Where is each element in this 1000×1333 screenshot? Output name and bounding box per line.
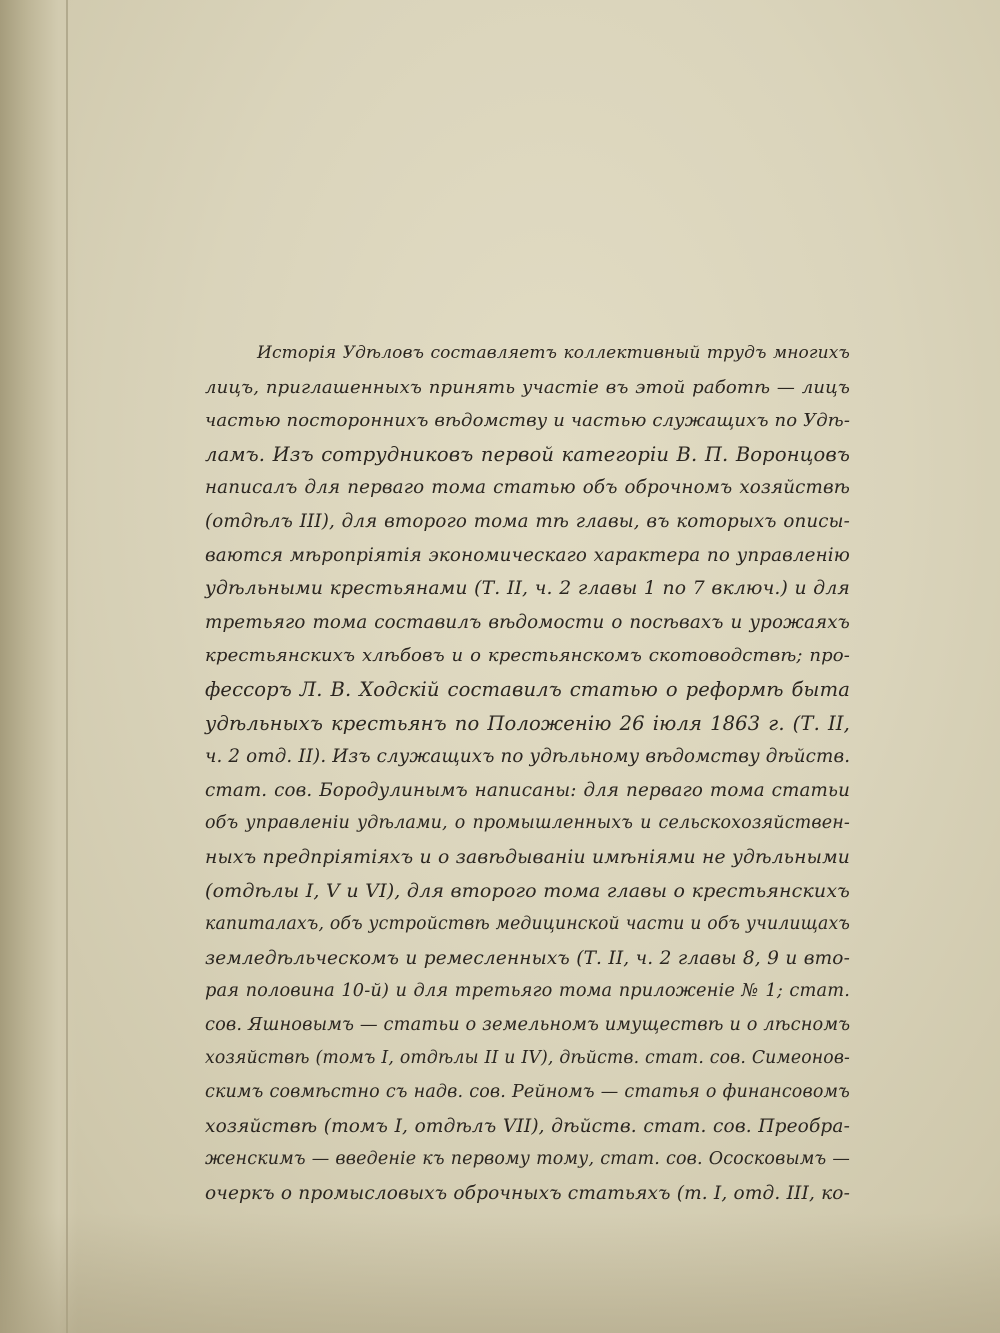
text-line: удѣльныхъ крестьянъ по Положенію 26 іюля 1863 г. (Т. II, [205,711,850,735]
text-line: (отдѣлъ III), для второго тома тѣ главы, въ которыхъ описы- [205,510,850,532]
text-line: стат. сов. Бородулинымъ написаны: для перваго тома статьи [205,779,850,801]
text-line: рая половина 10-й) и для третьяго тома приложеніе № 1; стат. [205,981,850,1002]
text-line: крестьянскихъ хлѣбовъ и о крестьянскомъ скотоводствѣ; про- [205,645,850,667]
text-line: земледѣльческомъ и ремесленныхъ (Т. II, ч. 2 главы 8, 9 и вто- [205,947,850,969]
text-line: хозяйствѣ (томъ I, отдѣлы II и IV), дѣйств. стат. сов. Симеонов- [205,1048,850,1069]
text-line: женскимъ — введеніе къ первому тому, стат. сов. Ососковымъ — [205,1149,850,1170]
binding-gutter-line [66,0,68,1333]
text-line: лицъ, приглашенныхъ принять участіе въ этой работѣ — лицъ [205,376,850,398]
bottom-page-shadow [0,1213,1000,1333]
text-line: хозяйствѣ (томъ I, отдѣлъ VII), дѣйств. стат. сов. Преобра- [205,1115,850,1137]
text-line: частью постороннихъ вѣдомству и частью служащихъ по Удѣ- [205,410,851,432]
text-line: (отдѣлы I, V и VI), для второго тома главы о крестьянскихъ [205,879,850,902]
text-line: очеркъ о промысловыхъ оброчныхъ статьяхъ (т. I, отд. III, ко- [205,1182,850,1204]
text-line: капиталахъ, объ устройствѣ медицинской части и объ училищахъ [205,914,850,935]
text-line: написалъ для перваго тома статью объ оброчномъ хозяйствѣ [205,477,850,499]
text-line: скимъ совмѣстно съ надв. сов. Рейномъ — статья о финансовомъ [205,1082,850,1103]
text-line: ваются мѣропріятія экономическаго характера по управленію [205,544,850,566]
text-line: ч. 2 отд. II). Изъ служащихъ по удѣльному вѣдомству дѣйств. [205,746,851,768]
text-line: Исторія Удѣловъ составляетъ коллективный трудъ многихъ [257,343,850,363]
text-line: фессоръ Л. В. Ходскій составилъ статью о реформѣ быта [205,677,850,701]
text-line: третьяго тома составилъ вѣдомости о посѣвахъ и урожаяхъ [205,611,850,633]
text-line: ныхъ предпріятіяхъ и о завѣдываніи имѣніями не удѣльными [205,846,850,868]
text-line: ламъ. Изъ сотрудниковъ первой категоріи В. П. Воронцовъ [205,442,850,466]
body-paragraph [205,337,850,1210]
text-line: объ управленіи удѣлами, о промышленныхъ и сельскохозяйствен- [205,813,850,834]
text-line: сов. Яшновымъ — статьи о земельномъ имуществѣ и о лѣсномъ [205,1014,851,1035]
text-line: удѣльными крестьянами (Т. II, ч. 2 главы 1 по 7 включ.) и для [205,578,850,600]
